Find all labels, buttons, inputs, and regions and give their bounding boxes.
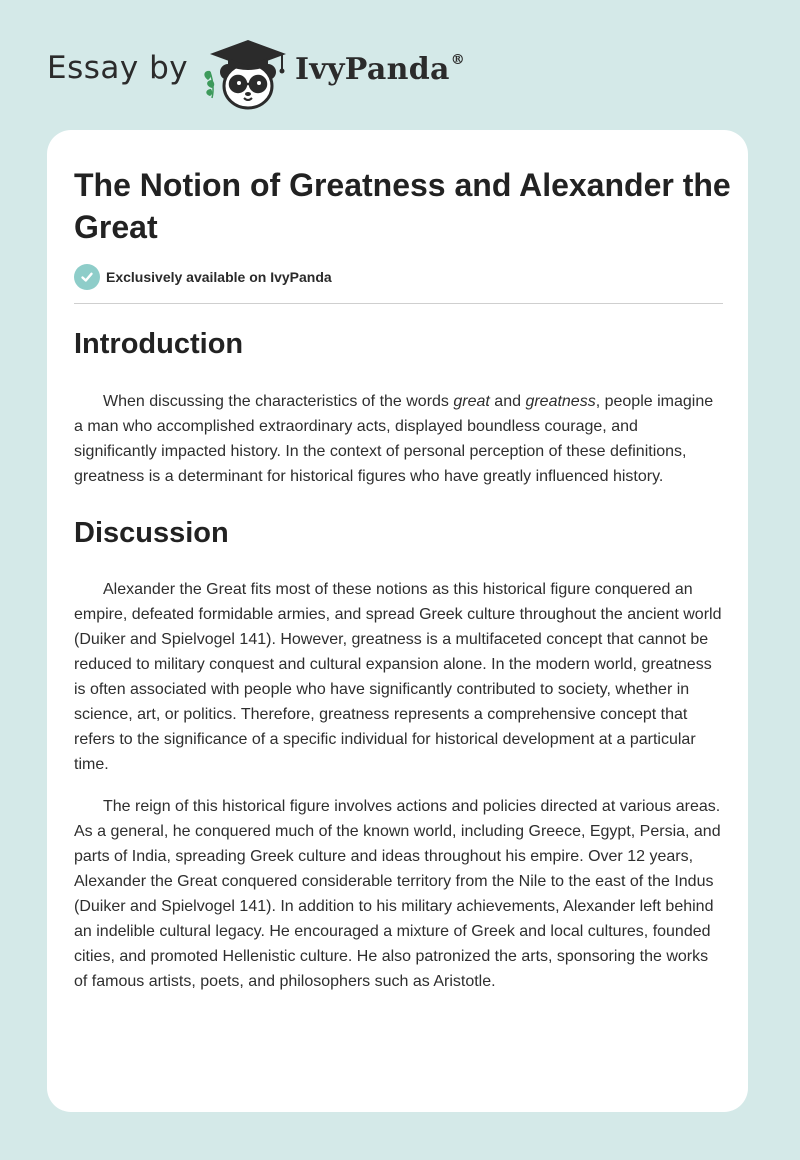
registered-mark: ® [450,52,466,68]
article-body [74,320,724,994]
paragraph-discussion-2: The reign of this historical figure involves actions and policies directed at various areas. As a general, he conquered much of the known world, including Greece, Egypt, Persia, and parts of India, spreading Greek culture and ideas throughout his empire. Over 12 years, Alexander the Great conquered considerable territory from the Nile to the east of the Indus (Duiker and Spielvogel 141). In addition to his military achievements, Alexander left behind an indelible cultural legacy. He encouraged a mixture of Greek and local cultures, founded cities, and promoted Hellenistic culture. He also patronized the arts, sponsoring the works of famous artists, poets, and philosophers such as Aristotle. [74,798,721,990]
exclusive-label: Exclusively available on IvyPanda [106,269,332,285]
panda-graduate-icon [200,36,292,110]
check-icon [74,264,100,290]
paragraph-discussion-1: Alexander the Great fits most of these notions as this historical figure conquered an empire, defeated formidable armies, and spread Greek culture throughout the ancient world (Duiker and Spielvogel 141). However, greatness is a multifaceted concept that cannot be reduced to military conquest and cultural expansion alone. In the modern world, greatness is often associated with people who have significantly contributed to society, whether in science, art, or politics. Therefore, greatness represents a comprehensive concept that refers to the significance of a specific individual for historical development at a particular time. [74,581,722,773]
emphasis-greatness: greatness [525,393,596,410]
essay-by-label: Essay by [47,50,189,86]
emphasis-great: great [453,393,490,410]
article-title: The Notion of Greatness and Alexander the Great [74,167,731,245]
paragraph-introduction: When discussing the characteristics of the words great and greatness, people imagine a man who accomplished extraordinary acts, displayed boundless courage, and significantly impacted history. In the context of personal perception of these definitions, greatness is a determinant for historical figures who have greatly influenced history. [74,393,714,485]
site-header [0,0,800,130]
article-card [47,130,748,1112]
brand-name: IvyPanda® [295,52,466,87]
exclusive-badge [74,264,332,290]
title-divider [74,303,723,304]
section-heading-introduction: Introduction [74,328,244,360]
section-heading-discussion: Discussion [74,517,229,549]
